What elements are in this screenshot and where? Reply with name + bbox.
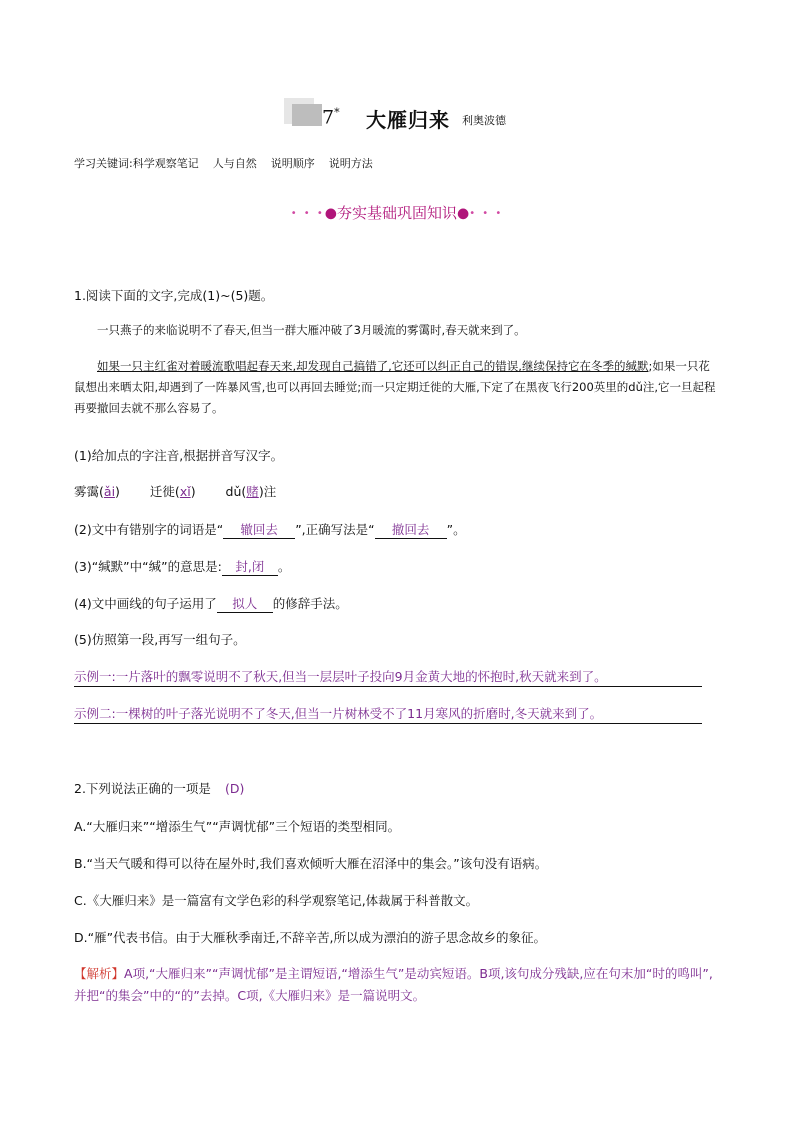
- passage-text: ;如果一只花鼠想出来晒太阳,却遇到了一阵暴风雪,也可以再回去睡觉;而一只定期迁徙的大雁,下定了在黑夜飞行200英里的dǔ注,它一旦起程再要撤回去就不那么容易了。: [74, 359, 716, 415]
- lesson-title: 大雁归来: [366, 108, 450, 132]
- answer-example-1: 示例一:一片落叶的飘零说明不了秋天,但当一层层叶子投向9月金黄大地的怀抱时,秋天就来到了。: [74, 667, 702, 687]
- answer-blank: 撤回去: [375, 520, 447, 539]
- option-b: B.“当天气暖和得可以待在屋外时,我们喜欢倾听大雁在沼泽中的集会。”该句没有语病。: [74, 856, 548, 871]
- question-1-stem: 1.阅读下面的文字,完成(1)~(5)题。: [74, 288, 274, 303]
- answer: ǎi: [103, 484, 116, 499]
- section-title: 夯实基础巩固知识: [336, 204, 457, 222]
- answer: xǐ: [179, 484, 191, 499]
- banner-dot: ●: [324, 205, 337, 222]
- title-decoration-shadow: [292, 104, 322, 126]
- question-1-4: (4)文中画线的句子运用了 拟人 的修辞手法。: [74, 596, 348, 611]
- answer-example-2: 示例二:一棵树的叶子落光说明不了冬天,但当一片树林受不了11月寒风的折磨时,冬天就来到了。: [74, 704, 702, 724]
- option-d: D.“雁”代表书信。由于大雁秋季南迁,不辞辛苦,所以成为漂泊的游子思念故乡的象征。: [74, 930, 546, 945]
- analysis-text: A项,“大雁归来”“声调忧郁”是主谓短语,“增添生气”是动宾短语。B项,该句成分残缺,应在句末加“时的鸣叫”,并把“的集会”中的“的”去掉。C项,《大雁归来》是一篇说明文。: [74, 966, 713, 1003]
- pinyin-item: dǔ(赌)注: [225, 484, 277, 499]
- question-1-2: (2)文中有错别字的词语是“ 辙回去 ”,正确写法是“ 撤回去 ”。: [74, 522, 466, 537]
- lesson-author: 利奥波德: [462, 114, 506, 127]
- passage-paragraph-2: [74, 356, 720, 419]
- pinyin-item: 迁徙(xǐ): [149, 484, 196, 499]
- keyword-item: 说明顺序: [270, 157, 315, 170]
- answer-blank: 拟人: [217, 594, 273, 613]
- question-2-stem: 2.下列说法正确的一项是 (D): [74, 781, 245, 796]
- answer: 赌: [246, 484, 259, 499]
- lesson-header: [0, 96, 794, 136]
- option-a: A.“大雁归来”“增添生气”“声调忧郁”三个短语的类型相同。: [74, 819, 401, 834]
- pinyin-answers: [74, 482, 276, 500]
- banner-dots-left: • • •: [290, 208, 325, 219]
- pinyin-item: 雾霭(ǎi): [74, 484, 120, 499]
- answer-blank: 辙回去: [223, 520, 295, 539]
- keyword-item: 说明方法: [328, 157, 373, 170]
- banner-dots-right: • • •: [469, 208, 504, 219]
- study-keywords: [74, 155, 387, 171]
- keyword-item: 科学观察笔记: [132, 157, 199, 170]
- banner-dot: ●: [457, 205, 470, 222]
- question-1-3: (3)“缄默”中“缄”的意思是: 封,闭 。: [74, 559, 291, 574]
- keywords-label: 学习关键词:: [74, 157, 133, 170]
- keyword-item: 人与自然: [212, 157, 257, 170]
- question-2-analysis: [74, 963, 720, 1007]
- question-2-answer: (D): [224, 781, 245, 796]
- question-1-1: (1)给加点的字注音,根据拼音写汉字。: [74, 448, 284, 463]
- question-1-5: (5)仿照第一段,再写一组句子。: [74, 632, 246, 647]
- underlined-sentence: 如果一只主红雀对着暖流歌唱起春天来,却发现自己搞错了,它还可以纠正自己的错误,继续保持它在冬季的缄默: [97, 359, 649, 373]
- lesson-number: 7*: [322, 106, 340, 129]
- passage-paragraph-1: 一只燕子的来临说明不了春天,但当一群大雁冲破了3月暖流的雾霭时,春天就来到了。: [97, 323, 526, 337]
- analysis-tag: 【解析】: [74, 966, 125, 981]
- answer-blank: 封,闭: [222, 557, 278, 576]
- option-c: C.《大雁归来》是一篇富有文学色彩的科学观察笔记,体裁属于科普散文。: [74, 893, 479, 908]
- section-banner: [0, 202, 794, 223]
